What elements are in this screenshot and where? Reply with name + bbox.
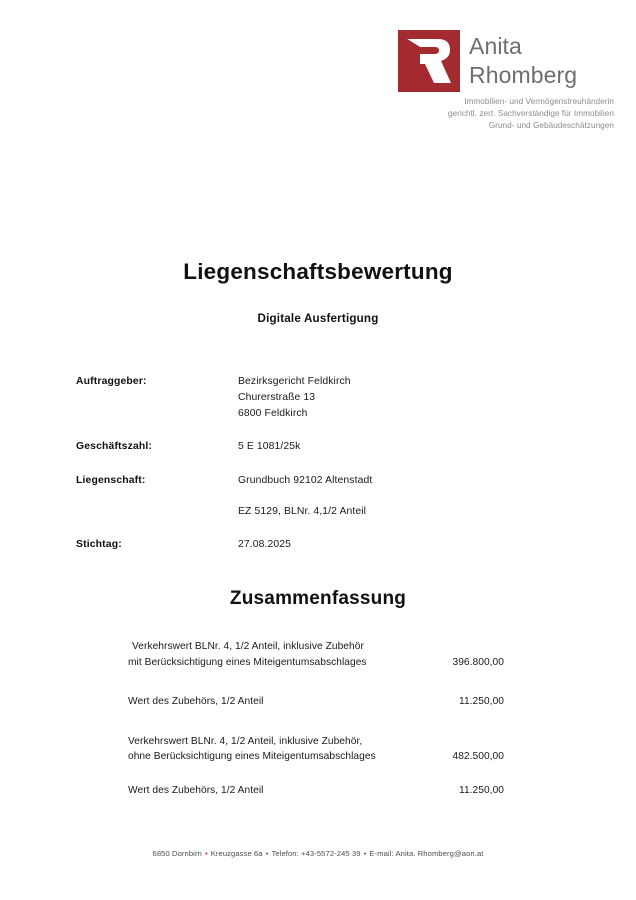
stichtag-value-text: 27.08.2025 (238, 538, 292, 550)
summary-row-amount: 396.800,00 (452, 656, 504, 668)
footer-separator-icon: • (204, 849, 208, 858)
summary-row-line2: ohne Berücksichtigung eines Miteigentumsabschlages (128, 751, 376, 762)
letterhead (398, 30, 614, 132)
summary-row-amount: 11.250,00 (458, 696, 504, 707)
summary-row (128, 694, 504, 710)
page-footer (0, 849, 636, 858)
summary-row-line1: Wert des Zubehörs, 1/2 Anteil (128, 784, 264, 796)
brand-row (398, 30, 614, 92)
summary-row (128, 734, 504, 765)
brand-tagline (398, 96, 614, 132)
summary-group-4 (128, 783, 504, 799)
brand-tagline-line3: Grund- und Gebäudeschätzungen (488, 121, 614, 131)
summary-group-2 (128, 694, 504, 710)
summary-row-line1: Wert des Zubehörs, 1/2 Anteil (128, 696, 264, 707)
footer-street: Kreuzgasse 6a (210, 849, 263, 858)
meta-row-stichtag (76, 537, 546, 553)
summary-row-text (128, 783, 430, 799)
summary-row-text (128, 639, 430, 670)
summary-row (128, 639, 504, 670)
brand-tagline-line2: gerichtl. zert. Sachverständige für Immobilien (447, 109, 614, 119)
footer-email: E-mail: Anita. Rhomberg@aon.at (369, 849, 484, 858)
summary-row (128, 783, 504, 799)
document-subtitle: Digitale Ausfertigung (257, 312, 379, 325)
brand-name-line2: Rhomberg (469, 62, 578, 89)
stichtag-label: Stichtag: (76, 538, 122, 550)
summary-group-3 (128, 734, 504, 765)
summary-row-text (128, 694, 430, 710)
summary-row-line1: Verkehrswert BLNr. 4, 1/2 Anteil, inklusive Zubehör, (128, 735, 363, 747)
liegenschaft-line2: EZ 5129, BLNr. 4,1/2 Anteil (238, 505, 367, 517)
summary-row-text (128, 734, 430, 765)
meta-row-auftraggeber (76, 374, 546, 422)
geschaeftszahl-label: Geschäftszahl: (76, 441, 153, 453)
summary-group-1 (128, 639, 504, 670)
footer-separator-icon: • (363, 849, 367, 858)
auftraggeber-value (238, 374, 546, 422)
summary-row-amount: 11.250,00 (458, 784, 504, 796)
summary-row-amount: 482.500,00 (452, 751, 504, 762)
geschaeftszahl-value-text: 5 E 1081/25k (238, 441, 301, 453)
liegenschaft-value (238, 473, 546, 520)
auftraggeber-label: Auftraggeber: (76, 376, 147, 387)
metadata-block (76, 374, 546, 553)
auftraggeber-line2: Churerstraße 13 (238, 392, 316, 404)
brand-name (469, 30, 614, 91)
summary-row-line1: Verkehrswert BLNr. 4, 1/2 Anteil, inklusive Zubehör (132, 641, 364, 652)
brand-name-line1: Anita (469, 33, 522, 59)
summary-block (128, 639, 504, 798)
liegenschaft-line1: Grundbuch 92102 Altenstadt (238, 474, 373, 486)
footer-separator-icon: • (265, 849, 269, 858)
footer-phone: Telefon: +43-5572-245 39 (271, 849, 361, 858)
brand-tagline-line1: Immobilien- und Vermögenstreuhänderin (464, 97, 614, 106)
footer-address: 6850 Dornbirn (152, 849, 202, 858)
auftraggeber-line1: Bezirksgericht Feldkirch (238, 376, 351, 387)
geschaeftszahl-value (238, 439, 546, 455)
summary-row-line2: mit Berücksichtigung eines Miteigentumsabschlages (128, 656, 367, 668)
rhomberg-r-logo-icon (398, 30, 460, 92)
summary-heading: Zusammenfassung (229, 588, 407, 609)
meta-row-geschaeftszahl (76, 439, 546, 455)
auftraggeber-line3: 6800 Feldkirch (238, 408, 308, 420)
document-title: Liegenschaftsbewertung (183, 259, 453, 284)
stichtag-value (238, 537, 546, 553)
liegenschaft-label: Liegenschaft: (76, 474, 146, 486)
meta-row-liegenschaft (76, 473, 546, 520)
